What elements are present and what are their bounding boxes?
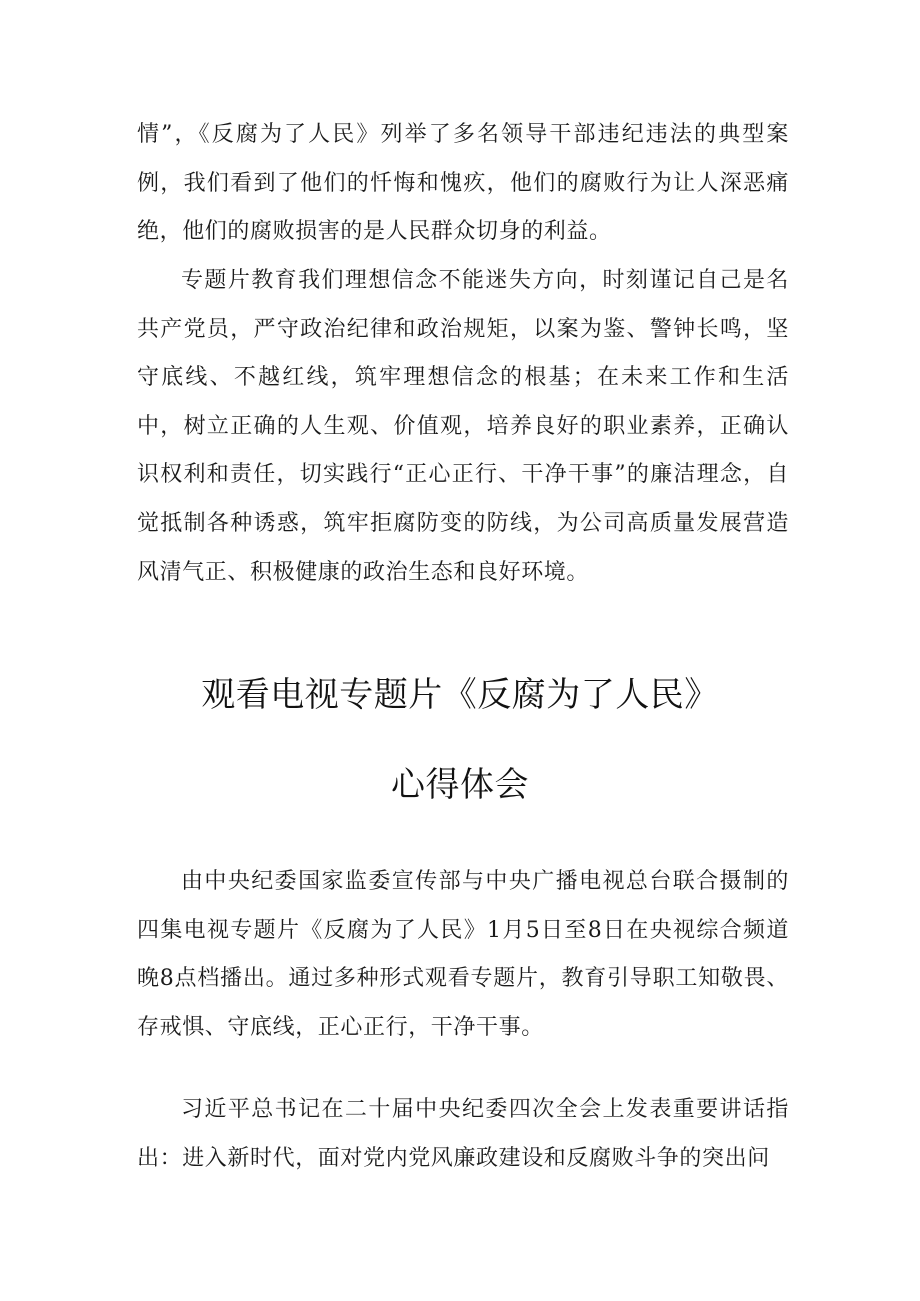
- paragraph-broadcast-info: 由中央纪委国家监委宣传部与中央广播电视总台联合摄制的四集电视专题片《反腐为了人民》1月5日至8日在央视综合频道晚8点档播出。通过多种形式观看专题片，教育引导职工知敬畏、存戒惧、守底线，正心正行，干净干事。: [137, 869, 789, 1040]
- paragraph-continued: 情”，《反腐为了人民》列举了多名领导干部违纪违法的典型案例，我们看到了他们的忏悔和愧疚，他们的腐败行为让人深恶痛绝，他们的腐败损害的是人民群众切身的利益。: [137, 122, 789, 245]
- paragraph-speech-quote: 习近平总书记在二十届中央纪委四次全会上发表重要讲话指出：进入新时代，面对党内党风廉政建设和反腐败斗争的突出问: [137, 1097, 789, 1171]
- article-title-line-1: 观看电视专题片《反腐为了人民》: [201, 675, 719, 715]
- article-title-line-2: 心得体会: [391, 765, 529, 805]
- paragraph-theme-education: 专题片教育我们理想信念不能迷失方向，时刻谨记自己是名共产党员，严守政治纪律和政治规矩，以案为鉴、警钟长鸣，坚守底线、不越红线，筑牢理想信念的根基；在未来工作和生活中，树立正确的人生观、价值观，培养良好的职业素养，正确认识权利和责任，切实践行“正心正行、干净干事”的廉洁理念，自觉抵制各种诱惑，筑牢拒腐防变的防线，为公司高质量发展营造风清气正、积极健康的政治生态和良好环境。: [137, 268, 789, 585]
